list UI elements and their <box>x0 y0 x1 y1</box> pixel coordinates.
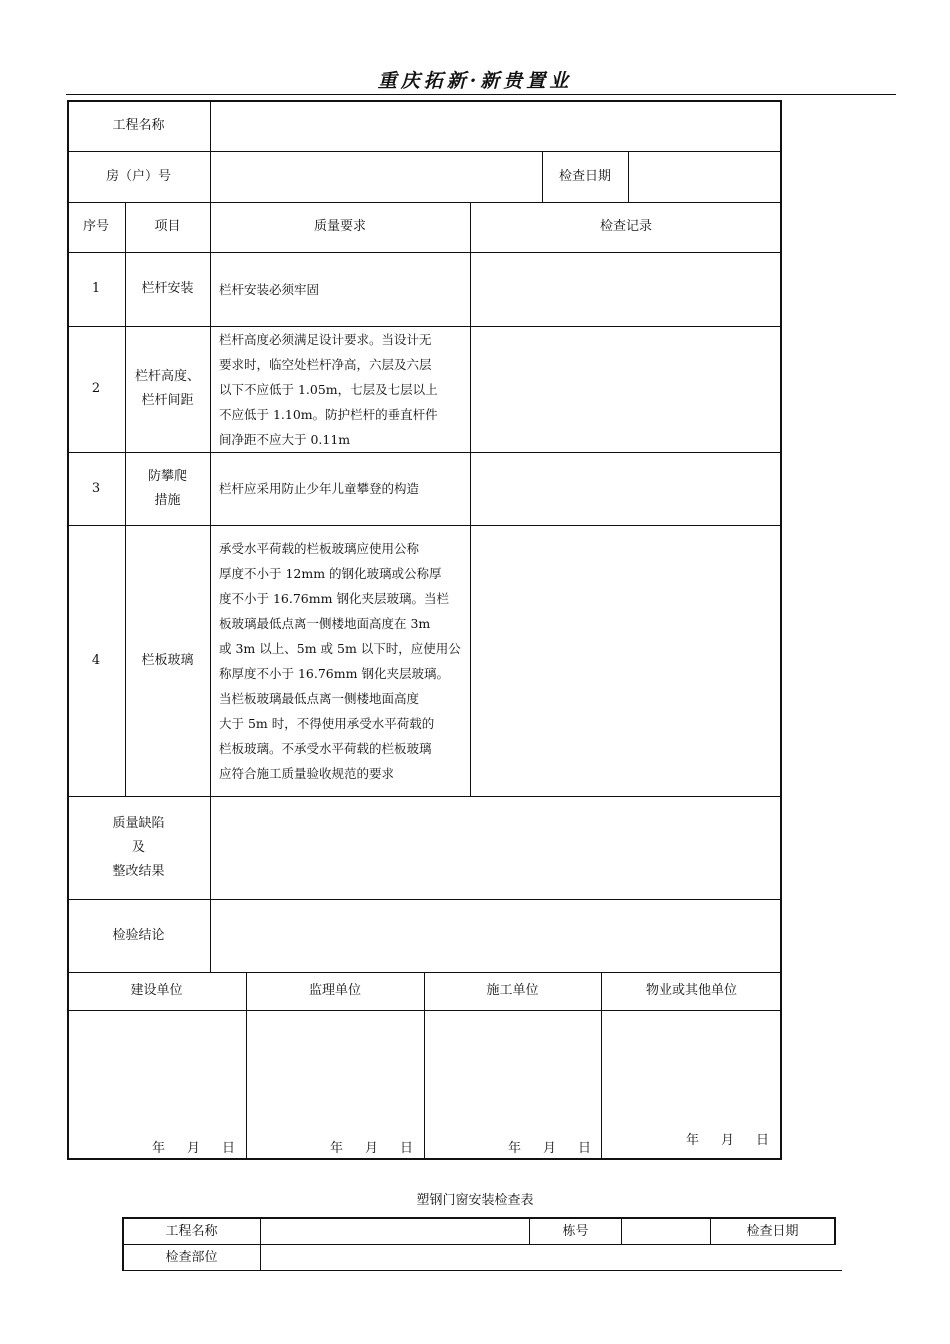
row-requirement <box>219 452 469 525</box>
unit-supervision-label: 监理单位 <box>308 983 361 998</box>
date-month: 月 <box>365 1141 379 1156</box>
requirement-line: 栏杆安装必须牢固 <box>219 281 320 297</box>
row-requirement <box>219 525 469 796</box>
row-record-field[interactable] <box>471 525 782 796</box>
requirement-line: 应符合施工质量验收规范的要求 <box>219 765 395 781</box>
row-item-line: 栏杆高度、 <box>134 369 200 384</box>
col-header-record: 检查记录 <box>599 219 652 234</box>
col-header-requirement: 质量要求 <box>313 219 366 234</box>
date-day: 日 <box>756 1133 770 1148</box>
requirement-line: 以下不应低于 1.05m，七层及七层以上 <box>219 381 438 397</box>
project-name-field[interactable] <box>211 100 782 151</box>
row-item-line: 措施 <box>154 492 181 508</box>
row-item <box>125 252 210 326</box>
header-rule <box>66 94 896 95</box>
row-item-line: 栏杆安装 <box>141 281 194 296</box>
check-date-label: 检查日期 <box>558 168 611 184</box>
requirement-line: 不应低于 1.10m。防护栏杆的垂直杆件 <box>219 406 438 422</box>
row-requirement <box>219 326 469 452</box>
row-item <box>125 452 210 525</box>
date-year: 年 <box>508 1141 522 1156</box>
form2-check-part-field[interactable] <box>261 1245 836 1270</box>
header-title: 重庆拓新·新贵置业 <box>377 70 573 92</box>
conclusion-label: 检验结论 <box>112 927 165 943</box>
requirement-line: 大于 5m 时，不得使用承受水平荷载的 <box>219 715 435 731</box>
check-date-field[interactable] <box>629 151 782 202</box>
date-month: 月 <box>543 1141 557 1156</box>
house-no-label: 房（户）号 <box>105 168 171 184</box>
form2-title: 塑钢门窗安装检查表 <box>416 1193 534 1208</box>
date-day: 日 <box>578 1141 592 1156</box>
date-year: 年 <box>330 1141 344 1156</box>
requirement-line: 间净距不应大于 0.11m <box>219 431 351 447</box>
form2-building-no-label: 栋号 <box>562 1223 589 1239</box>
col-header-no: 序号 <box>82 219 109 234</box>
signature-date <box>330 1137 413 1156</box>
date-month: 月 <box>187 1141 201 1156</box>
unit-construction-label: 建设单位 <box>130 983 183 998</box>
row-item <box>125 525 210 796</box>
project-name-label: 工程名称 <box>112 117 165 133</box>
signature-date <box>152 1137 235 1156</box>
defects-label <box>67 796 210 899</box>
signature-date <box>508 1137 591 1156</box>
unit-property-label: 物业或其他单位 <box>645 983 737 998</box>
row-record-field[interactable] <box>471 452 782 525</box>
requirement-line: 或 3m 以上、5m 或 5m 以下时，应使用公 <box>219 640 461 656</box>
unit-contractor-label: 施工单位 <box>486 983 539 998</box>
defects-field[interactable] <box>211 796 782 899</box>
row-item <box>125 326 210 452</box>
rule <box>122 1270 842 1271</box>
form2-building-no-field[interactable] <box>622 1219 710 1244</box>
form2-project-name-field[interactable] <box>261 1219 529 1244</box>
rule <box>834 1217 836 1245</box>
row-item-line: 栏板玻璃 <box>141 652 194 668</box>
requirement-line: 称厚度不小于 16.76mm 钢化夹层玻璃。 <box>219 665 449 681</box>
row-no: 4 <box>91 652 101 668</box>
defects-label-line: 整改结果 <box>112 863 165 879</box>
requirement-line: 要求时，临空处栏杆净高，六层及六层 <box>219 356 432 372</box>
row-no: 2 <box>91 381 101 396</box>
form2-check-part-label: 检查部位 <box>165 1249 218 1265</box>
signature-date <box>686 1129 769 1148</box>
house-no-field[interactable] <box>211 151 542 202</box>
form2-check-date-label: 检查日期 <box>746 1223 799 1239</box>
col-header-item: 项目 <box>154 219 181 234</box>
row-item-line: 防攀爬 <box>147 468 187 484</box>
row-requirement <box>219 252 469 326</box>
date-month: 月 <box>721 1133 735 1148</box>
date-year: 年 <box>152 1141 166 1156</box>
defects-label-line: 质量缺陷 <box>112 815 165 831</box>
date-year: 年 <box>686 1133 700 1148</box>
row-record-field[interactable] <box>471 326 782 452</box>
form2-project-name-label: 工程名称 <box>165 1223 218 1239</box>
defects-label-line: 及 <box>131 839 145 855</box>
row-record-field[interactable] <box>471 252 782 326</box>
date-day: 日 <box>222 1141 236 1156</box>
requirement-line: 栏板玻璃。不承受水平荷载的栏板玻璃 <box>219 740 432 756</box>
requirement-line: 厚度不小于 12mm 的钢化玻璃或公称厚 <box>219 565 442 581</box>
date-day: 日 <box>400 1141 414 1156</box>
requirement-line: 当栏板玻璃最低点离一侧楼地面高度 <box>219 690 420 706</box>
row-no: 1 <box>91 281 101 296</box>
requirement-line: 板玻璃最低点离一侧楼地面高度在 3m <box>219 615 431 631</box>
conclusion-field[interactable] <box>211 899 782 972</box>
requirement-line: 栏杆高度必须满足设计要求。当设计无 <box>219 331 432 347</box>
requirement-line: 承受水平荷载的栏板玻璃应使用公称 <box>219 540 420 556</box>
row-no: 3 <box>91 480 101 496</box>
requirement-line: 度不小于 16.76mm 钢化夹层玻璃。当栏 <box>219 590 449 606</box>
row-item-line: 栏杆间距 <box>141 393 194 408</box>
requirement-line: 栏杆应采用防止少年儿童攀登的构造 <box>219 481 420 496</box>
